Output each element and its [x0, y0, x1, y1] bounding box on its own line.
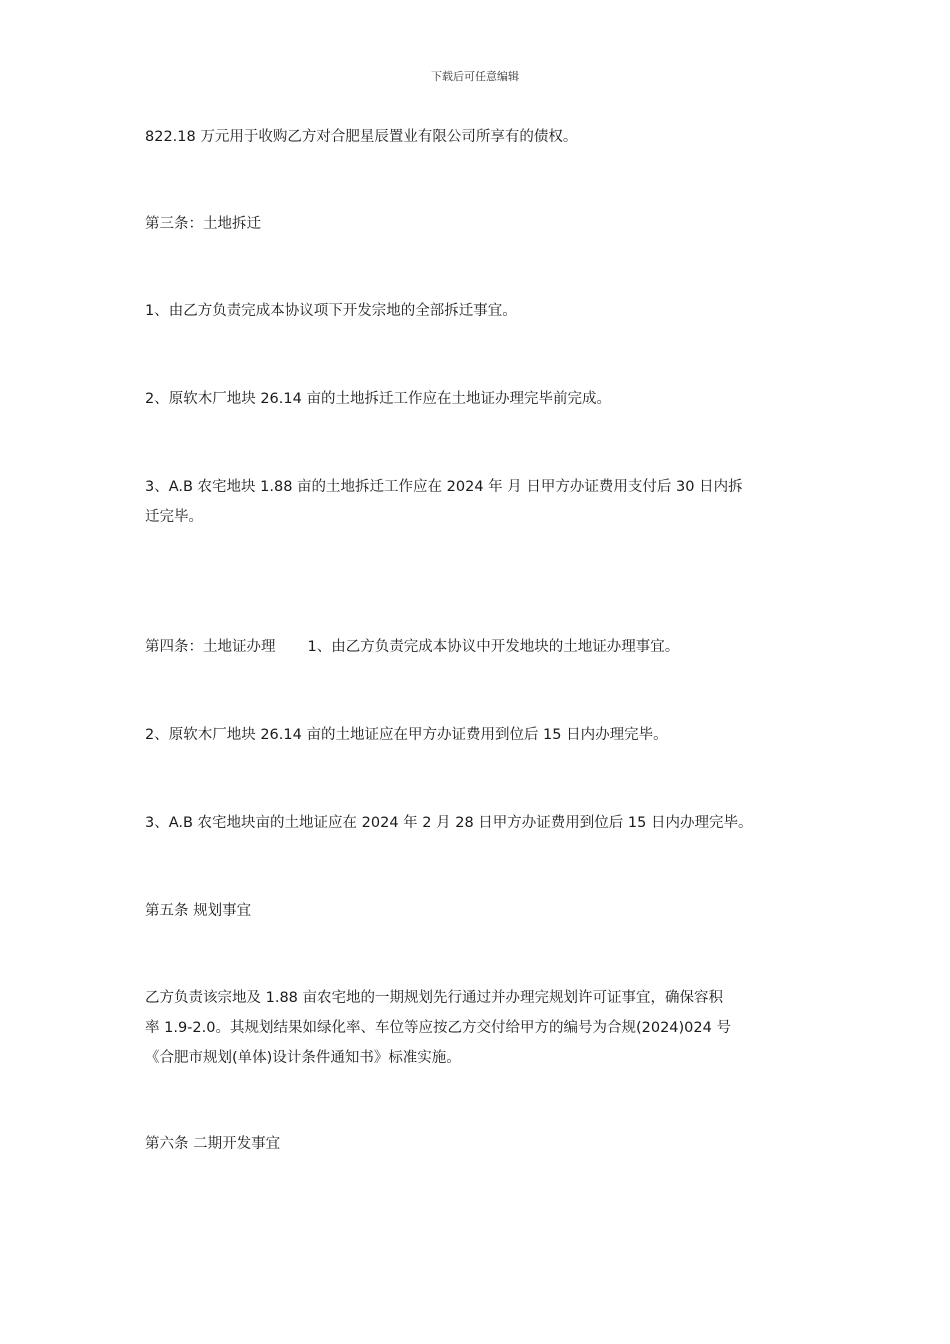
article-5-text-line-3: 《合肥市规划(单体)设计条件通知书》标准实施。: [145, 1050, 461, 1066]
article-4-item-3: 3、A.B 农宅地块亩的土地证应在 2024 年 2 月 28 日甲方办证费用到位后 15 日内办理完毕。: [145, 815, 753, 831]
article-6-title: 第六条 二期开发事宜: [145, 1136, 281, 1152]
page-header-note: 下载后可任意编辑: [431, 70, 519, 83]
article-5-text-line-2: 率 1.9-2.0。其规划结果如绿化率、车位等应按乙方交付给甲方的编号为合规(2024)024 号: [145, 1020, 731, 1036]
article-5-title: 第五条 规划事宜: [145, 903, 252, 919]
article-3-item-3-line-2: 迁完毕。: [145, 509, 203, 525]
article-3-title: 第三条：土地拆迁: [145, 216, 261, 232]
article-4-item-2: 2、原软木厂地块 26.14 亩的土地证应在甲方办证费用到位后 15 日内办理完毕。: [145, 727, 668, 743]
paragraph-debt-acquisition: 822.18 万元用于收购乙方对合肥星辰置业有限公司所享有的债权。: [145, 129, 578, 145]
article-4-heading-row: [145, 634, 810, 661]
article-3-item-3-line-1: 3、A.B 农宅地块 1.88 亩的土地拆迁工作应在 2024 年 月 日甲方办证费用支付后 30 日内拆: [145, 479, 743, 495]
article-3-item-2: 2、原软木厂地块 26.14 亩的土地拆迁工作应在土地证办理完毕前完成。: [145, 391, 611, 407]
article-4-title: 第四条：土地证办理: [145, 639, 276, 655]
article-3-item-1: 1、由乙方负责完成本协议项下开发宗地的全部拆迁事宜。: [145, 303, 517, 319]
article-4-item-1: 1、由乙方负责完成本协议中开发地块的土地证办理事宜。: [307, 639, 680, 655]
article-5-text-line-1: 乙方负责该宗地及 1.88 亩农宅地的一期规划先行通过并办理完规划许可证事宜，确保容积: [145, 990, 723, 1006]
